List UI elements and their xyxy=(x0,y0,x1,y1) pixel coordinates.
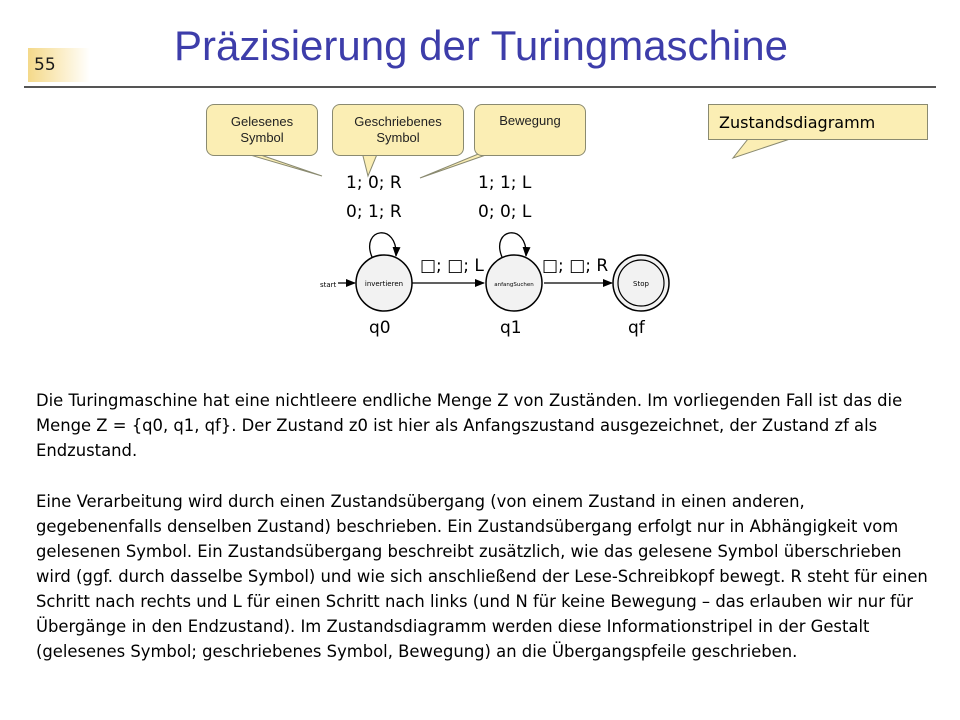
callout-read-symbol xyxy=(206,104,318,156)
state-label-qf: qf xyxy=(628,318,645,338)
state-label-q0: q0 xyxy=(369,318,391,338)
state-q1-name: anfangSuchen xyxy=(494,282,534,288)
callout-read-line2: Symbol xyxy=(240,130,284,145)
callout-movement xyxy=(474,104,586,156)
loop-q0-arrow xyxy=(370,233,396,257)
callout-movement-label: Bewegung xyxy=(499,113,561,128)
slide-number: 55 xyxy=(28,48,90,82)
callout-written-line2: Symbol xyxy=(376,130,420,145)
callout-tail-diagram xyxy=(733,139,790,158)
loop-q1-arrow xyxy=(500,233,526,257)
edge-q1-qf-label: □; □; R xyxy=(542,256,609,276)
callout-read-line1: Gelesenes xyxy=(230,114,294,129)
callout-state-diagram: Zustandsdiagramm xyxy=(708,104,928,140)
loop-q0-label-1: 1; 0; R xyxy=(346,173,402,193)
slide-title: Präzisierung der Turingmaschine xyxy=(174,22,788,69)
body-paragraph-1: Die Turingmaschine hat eine nichtleere endliche Menge Z von Zuständen. Im vorliegenden Fall ist das die Menge Z = {q0, q1, qf}. Der Zustand z0 ist hier als Anfangszustand ausgezeichnet, der Zustand zf als Endzustand. xyxy=(36,391,903,460)
loop-q1-label-2: 0; 0; L xyxy=(478,202,532,222)
start-label: start xyxy=(320,281,337,289)
state-q0-name: invertieren xyxy=(364,280,404,288)
loop-q0-label-2: 0; 1; R xyxy=(346,202,402,222)
callout-written-line1: Geschriebenes xyxy=(354,114,442,129)
callout-written-symbol xyxy=(332,104,464,156)
state-label-q1: q1 xyxy=(500,318,522,338)
loop-q1-label-1: 1; 1; L xyxy=(478,173,532,193)
edge-q0-q1-label: □; □; L xyxy=(420,256,484,276)
body-paragraph-2: Eine Verarbeitung wird durch einen Zustandsübergang (von einem Zustand in einen anderen, gegebenenfalls denselben Zustand) beschrieben. Ein Zustandsübergang erfolgt nur in Abhängigkeit vom gelesenen Symbol. Ein Zustandsübergang beschreibt zusätzlich, wie das gelesene Symbol überschrieben wird (ggf. durch dasselbe Symbol) und wie sich anschließend der Lese-Schreibkopf bewegt. R steht für einen Schritt nach rechts und L für einen Schritt nach links (und N für keine Bewegung – das erlauben wir nur für Übergänge in den Endzustand). Im Zustandsdiagramm werden diese Informationstripel in der Gestalt (gelesenes Symbol; geschriebenes Symbol, Bewegung) an die Übergangspfeile geschrieben. xyxy=(36,492,928,661)
state-qf-name: Stop xyxy=(633,280,649,288)
